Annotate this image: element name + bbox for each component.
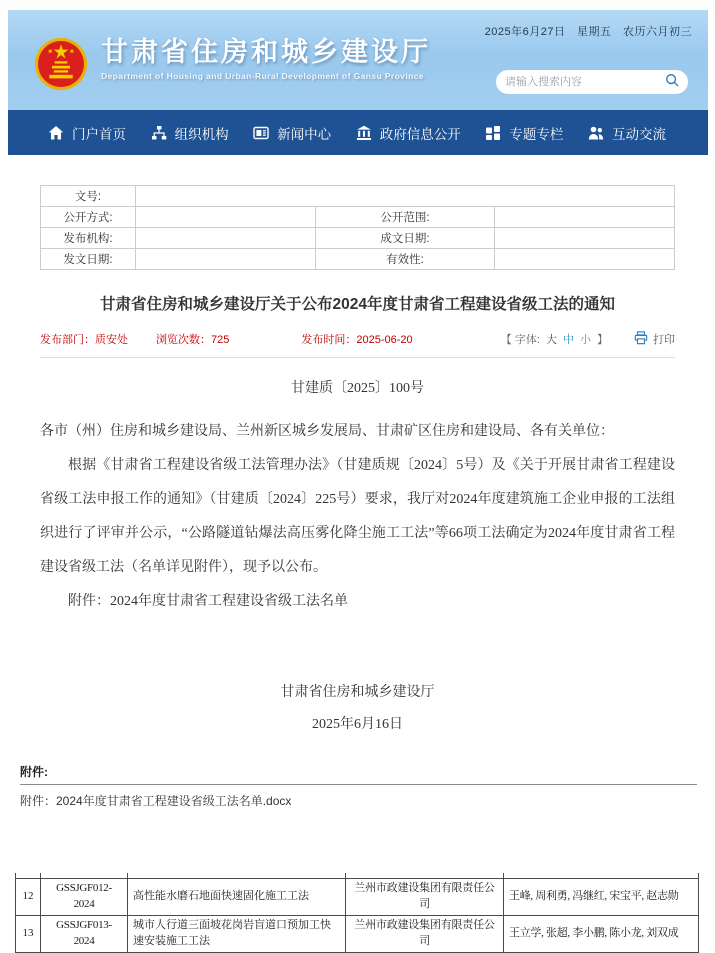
nav-item-label: 组织机构 [174, 126, 229, 142]
nav-item-label: 门户首页 [72, 126, 126, 142]
browser-edge-strip [0, 0, 715, 10]
article-meta-bar [40, 331, 675, 358]
method-name: 高性能水磨石地面快速固化施工工法 [128, 879, 346, 916]
method-no: 12 [16, 879, 41, 916]
article-body [40, 415, 675, 619]
validity-label: 有效性: [315, 249, 495, 270]
signature-org: 甘肃省住房和城乡建设厅 [280, 684, 435, 700]
publish-dept: 发布部门：质安处 [40, 334, 128, 347]
document-number: 甘建质〔2025〕100号 [291, 380, 424, 396]
gov-bank-icon [356, 125, 372, 141]
attachment-section [20, 763, 697, 809]
nav-item-label: 专题专栏 [509, 126, 564, 142]
table-row [41, 249, 675, 270]
open-type-label: 公开方式: [41, 207, 136, 228]
print-label: 打印 [653, 334, 675, 347]
table-row [16, 879, 699, 916]
method-company: 兰州市政建设集团有限责任公司 [346, 916, 504, 953]
site-subtitle: Department of Housing and Urban-Rural Development of Gansu Province [101, 71, 424, 82]
font-small-button[interactable]: 小 [579, 334, 591, 347]
attachment-file-link[interactable]: 附件：2024年度甘肃省工程建设省级工法名单.docx [20, 793, 292, 808]
written-date-value [495, 228, 675, 249]
table-row [41, 186, 675, 207]
print-button[interactable] [634, 331, 675, 348]
paragraph-salutation: 各市（州）住房和城乡建设局、兰州新区城乡发展局、甘肃矿区住房和建设局、各有关单位： [40, 423, 614, 439]
doc-no-label: 文号: [41, 186, 136, 207]
view-count: 浏览次数：725 [156, 334, 230, 347]
home-icon [48, 125, 64, 141]
written-date-label: 成文日期: [315, 228, 495, 249]
nav-item-special-columns[interactable] [485, 123, 563, 143]
date-line: 2025年6月27日 星期五 农历六月初三 [484, 26, 692, 38]
validity-value [495, 249, 675, 270]
site-titles [101, 37, 431, 81]
document-meta-table [40, 185, 675, 270]
national-emblem-icon [34, 37, 88, 91]
table-row [41, 228, 675, 249]
page-content [0, 185, 715, 953]
issue-date-value [136, 249, 316, 270]
construction-methods-table [15, 873, 699, 953]
font-large-button[interactable]: 大 [545, 334, 557, 347]
site-title: 甘肃省住房和城乡建设厅 [101, 37, 431, 67]
nav-item-home[interactable] [48, 123, 126, 143]
method-people: 王立学, 张超, 李小鹏, 陈小龙, 刘双成 [504, 916, 699, 953]
doc-no-value [136, 186, 675, 207]
nav-item-gov-info[interactable] [356, 123, 461, 143]
paragraph-main: 根据《甘肃省工程建设省级工法管理办法》（甘建质规〔2024〕5号）及《关于开展甘肃省工程建设省级工法申报工作的通知》（甘建质〔2024〕225号）要求，我厅对2024年度建筑施工企业申报的工法组织进行了评审并公示，“公路隧道钻爆法高压雾化降尘施工工法”等66项工法确定为2024年度甘肃省工程建设省级工法（名单详见附件），现予以公布。 [40, 457, 675, 575]
open-scope-label: 公开范围: [315, 207, 495, 228]
nav-item-label: 新闻中心 [277, 126, 332, 142]
main-nav [8, 110, 708, 155]
signature-block [0, 677, 715, 741]
site-banner [8, 10, 708, 110]
search-input[interactable] [505, 76, 665, 88]
site-container [8, 10, 708, 155]
printer-icon [634, 331, 648, 348]
font-widget-prefix: 【 字体: [500, 334, 543, 347]
paragraph-attachment-note: 附件：2024年度甘肃省工程建设省级工法名单 [68, 593, 348, 609]
article-title: 甘肃省住房和城乡建设厅关于公布2024年度甘肃省工程建设省级工法的通知 [100, 296, 615, 313]
method-code: GSSJGF013-2024 [41, 916, 128, 953]
font-widget-suffix: 】 [593, 334, 608, 347]
issuer-value [136, 228, 316, 249]
method-no: 13 [16, 916, 41, 953]
issuer-label: 发布机构: [41, 228, 136, 249]
nav-item-label: 政府信息公开 [379, 126, 461, 142]
nav-item-interaction[interactable] [588, 123, 666, 143]
issue-date-label: 发文日期: [41, 249, 136, 270]
table-row [16, 916, 699, 953]
open-type-value [136, 207, 316, 228]
attachment-heading: 附件: [20, 763, 697, 785]
nav-item-organization[interactable] [151, 123, 229, 143]
nav-item-label: 互动交流 [611, 126, 666, 142]
people-icon [588, 125, 604, 141]
search-icon[interactable] [665, 73, 679, 92]
open-scope-value [495, 207, 675, 228]
nav-item-news[interactable] [253, 123, 331, 143]
table-row [41, 207, 675, 228]
signature-date: 2025年6月16日 [312, 716, 403, 732]
font-size-widget [501, 331, 608, 347]
publish-time: 发布时间：2025-06-20 [301, 334, 413, 347]
method-name: 城市人行道三面坡花岗岩盲道口预加工快速安装施工工法 [128, 916, 346, 953]
search-box[interactable] [496, 70, 688, 94]
method-code: GSSJGF012-2024 [41, 879, 128, 916]
font-medium-button[interactable]: 中 [562, 334, 574, 347]
orgchart-icon [151, 125, 167, 141]
blocks-icon [485, 125, 501, 141]
method-people: 王峰, 周利勇, 冯继红, 宋宝平, 赵志勋 [504, 879, 699, 916]
method-company: 兰州市政建设集团有限责任公司 [346, 879, 504, 916]
news-icon [253, 125, 269, 141]
